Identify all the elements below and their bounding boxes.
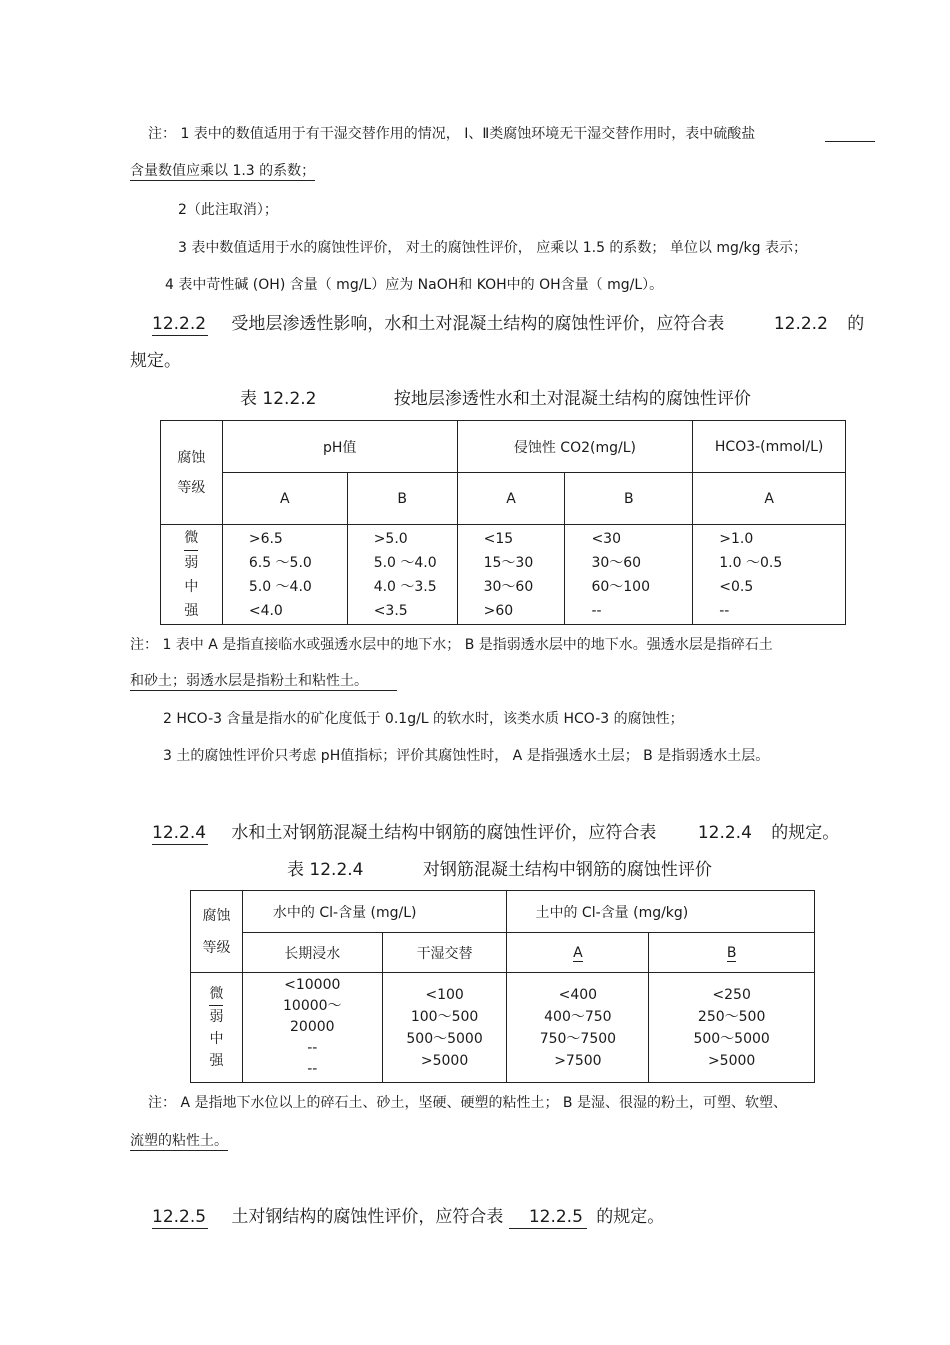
sub-header: A bbox=[457, 473, 565, 525]
section-end: 的规定。 bbox=[596, 1207, 665, 1227]
sub-header: 干湿交替 bbox=[382, 933, 507, 973]
data-column-wet-dry: <100 100～500 500～5000 >5000 bbox=[382, 973, 507, 1083]
caption-title: 按地层渗透性水和土对混凝土结构的腐蚀性评价 bbox=[393, 389, 751, 409]
data-column-co2-a: <15 15～30 30～60 >60 bbox=[457, 525, 565, 625]
sub-header: A bbox=[507, 933, 649, 973]
section-end: 的 bbox=[847, 314, 865, 334]
section-line2: 规定。 bbox=[130, 351, 181, 371]
table-12-2-2 bbox=[160, 420, 846, 625]
caption-number: 表 12.2.4 bbox=[287, 860, 364, 880]
sub-header: B bbox=[565, 473, 693, 525]
table-ref: 12.2.4 bbox=[697, 823, 752, 843]
table-ref: 12.2.5 bbox=[509, 1206, 587, 1229]
grade-header: 腐蚀 等级 bbox=[191, 891, 243, 973]
note2-line3: 2 HCO-3 含量是指水的矿化度低于 0.1g/L 的软水时，该类水质 HCO-3 的腐蚀性； bbox=[163, 711, 684, 727]
table-12-2-4 bbox=[190, 890, 815, 1083]
note2-line1: 注： 1 表中 A 是指直接临水或强透水层中的地下水； B 是指弱透水层中的地下水。强透水层是指碎石土 bbox=[130, 637, 773, 653]
table1-caption bbox=[240, 388, 751, 410]
data-column-ph-a: >6.5 6.5 ～5.0 5.0 ～4.0 <4.0 bbox=[222, 525, 347, 625]
note3-line2: 流塑的粘性土。 bbox=[130, 1133, 228, 1149]
sub-header: B bbox=[347, 473, 457, 525]
table-ref: 12.2.2 bbox=[773, 314, 828, 334]
caption-number: 表 12.2.2 bbox=[240, 389, 317, 409]
note3-line1: 注： A 是指地下水位以上的碎石土、砂土，坚硬、硬塑的粘性土； B 是湿、很湿的粉土，可塑、软塑、 bbox=[148, 1095, 787, 1111]
header-hco3: HCO3-(mmol/L) bbox=[693, 421, 846, 473]
header-soil-cl: 土中的 Cl-含量 (mg/kg) bbox=[507, 891, 815, 933]
grade-header: 腐蚀 等级 bbox=[161, 421, 223, 525]
section-end: 的规定。 bbox=[771, 823, 840, 843]
section-number: 12.2.5 bbox=[152, 1207, 207, 1227]
caption-title: 对钢筋混凝土结构中钢筋的腐蚀性评价 bbox=[422, 860, 712, 880]
note1-line2: 含量数值应乘以 1.3 的系数； bbox=[130, 163, 316, 179]
header-ph: pH值 bbox=[222, 421, 457, 473]
data-column-co2-b: <30 30～60 60～100 -- bbox=[565, 525, 693, 625]
table2-caption bbox=[287, 859, 712, 881]
divider bbox=[825, 141, 875, 142]
note1-line5: 4 表中苛性碱 (OH) 含量（ mg/L）应为 NaOH和 KOH中的 OH含量（ mg/L）。 bbox=[165, 277, 664, 293]
section-number: 12.2.4 bbox=[152, 823, 207, 843]
section-12-2-5 bbox=[152, 1206, 664, 1229]
note2-line2: 和砂土；弱透水层是指粉土和粘性土。 bbox=[130, 672, 397, 691]
header-co2: 侵蚀性 CO2(mg/L) bbox=[457, 421, 693, 473]
section-number: 12.2.2 bbox=[152, 314, 207, 334]
data-column-hco3-a: >1.0 1.0 ～0.5 <0.5 -- bbox=[693, 525, 846, 625]
note1-line3: 2（此注取消）； bbox=[178, 202, 278, 218]
sub-header: A bbox=[222, 473, 347, 525]
section-text: 受地层渗透性影响，水和土对混凝土结构的腐蚀性评价，应符合表 bbox=[231, 314, 725, 334]
grade-column: 微 弱 中 强 bbox=[191, 973, 243, 1083]
data-column-ph-b: >5.0 5.0 ～4.0 4.0 ～3.5 <3.5 bbox=[347, 525, 457, 625]
sub-header: B bbox=[649, 933, 815, 973]
section-text: 水和土对钢筋混凝土结构中钢筋的腐蚀性评价，应符合表 bbox=[231, 823, 657, 843]
data-column-soil-a: <400 400～750 750～7500 >7500 bbox=[507, 973, 649, 1083]
grade-column: 微 弱 中 强 bbox=[161, 525, 223, 625]
data-column-long-immersion: <10000 10000～ 20000 -- -- bbox=[242, 973, 382, 1083]
sub-header: A bbox=[693, 473, 846, 525]
note1-line1: 注： 1 表中的数值适用于有干湿交替作用的情况， Ⅰ、Ⅱ类腐蚀环境无干湿交替作用时，表中硫酸盐 bbox=[148, 126, 756, 142]
section-text: 土对钢结构的腐蚀性评价，应符合表 bbox=[231, 1207, 504, 1227]
note1-line4: 3 表中数值适用于水的腐蚀性评价， 对土的腐蚀性评价， 应乘以 1.5 的系数； 单位以 mg/kg 表示； bbox=[178, 240, 808, 256]
sub-header: 长期浸水 bbox=[242, 933, 382, 973]
header-water-cl: 水中的 Cl-含量 (mg/L) bbox=[242, 891, 507, 933]
section-12-2-2 bbox=[152, 313, 864, 336]
section-12-2-4 bbox=[152, 822, 839, 845]
note2-line4: 3 土的腐蚀性评价只考虑 pH值指标；评价其腐蚀性时， A 是指强透水土层； B 是指弱透水土层。 bbox=[163, 748, 770, 764]
data-column-soil-b: <250 250～500 500～5000 >5000 bbox=[649, 973, 815, 1083]
